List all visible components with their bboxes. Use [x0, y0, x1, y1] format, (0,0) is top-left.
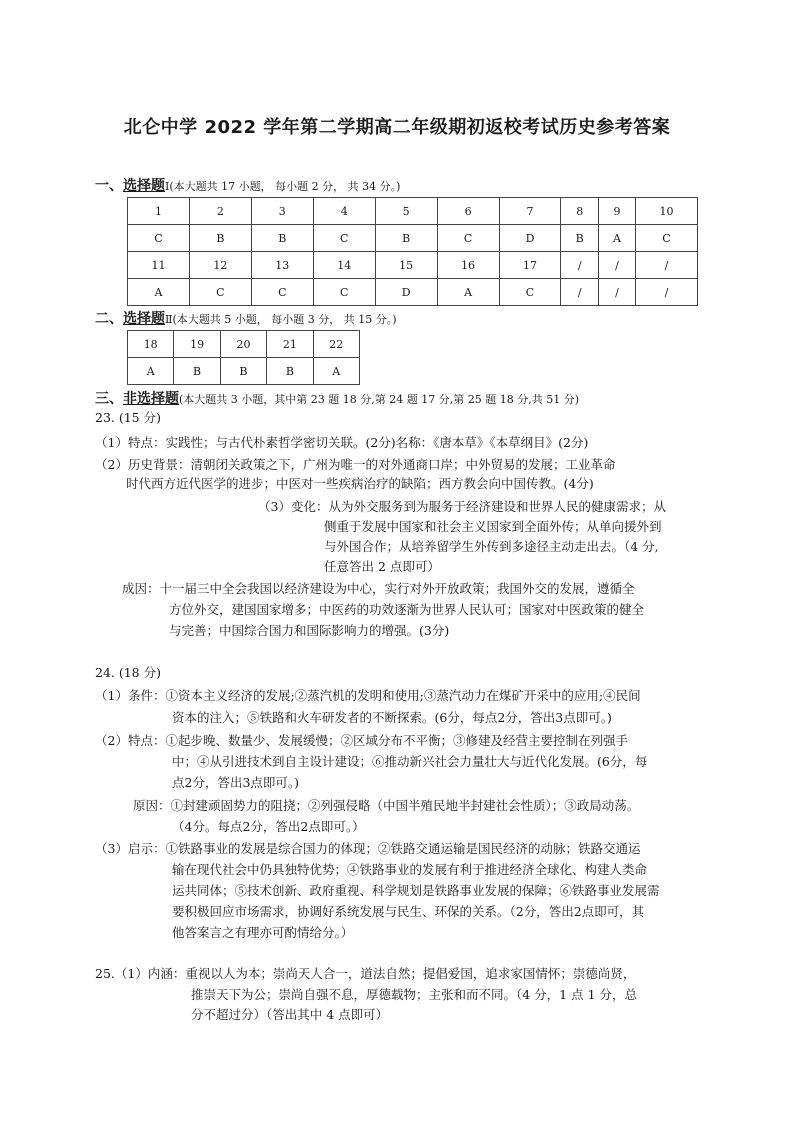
q24-line: （2）特点：①起步晚、数量少、发展缓慢；②区域分布不平衡；③修建及经营主要控制在列强手 — [95, 733, 628, 748]
table-cell: C — [635, 225, 697, 252]
q24-line: 原因：①封建顽固势力的阻挠；②列强侵略（中国半殖民地半封建社会性质）；③政局动荡。 — [133, 798, 640, 813]
section2-heading — [95, 308, 397, 328]
table-cell: 6 — [437, 198, 499, 225]
section2-prefix: 二、 — [95, 311, 123, 327]
table-cell: B — [251, 225, 313, 252]
table-cell: / — [599, 252, 636, 279]
section3-prefix: 三、 — [95, 391, 123, 407]
q24-line: （3）启示：①铁路事业的发展是综合国力的体现；②铁路交通运输是国民经济的动脉；铁路交通运 — [95, 841, 641, 856]
section1-name: 选择题 — [123, 178, 165, 194]
q23-line: 任意答出 2 点即可） — [324, 559, 440, 574]
section2-name: 选择题 — [123, 311, 165, 327]
q23-line: 方位外交，建国国家增多；中医药的功效逐渐为世界人民认可；国家对中医政策的健全 — [169, 602, 645, 617]
table-cell: 19 — [174, 331, 220, 358]
q23-header: 23. (15 分) — [95, 410, 161, 425]
table-cell: C — [128, 225, 190, 252]
q23-line: 侧重于发展中国家和社会主义国家到全面外传；从单向援外到 — [324, 519, 662, 534]
table-row — [128, 198, 698, 225]
table-cell: A — [128, 358, 174, 385]
q23-line: （2）历史背景：清朝闭关政策之下，广州为唯一的对外通商口岸；中外贸易的发展；工业革命 — [95, 457, 616, 472]
table-cell: B — [174, 358, 220, 385]
table-cell: A — [599, 225, 636, 252]
table-cell: 22 — [313, 331, 359, 358]
table-cell: B — [189, 225, 251, 252]
table-cell: 7 — [499, 198, 561, 225]
q23-line: 成因：十一届三中全会我国以经济建设为中心，实行对外开放政策；我国外交的发展，遵循全 — [122, 581, 635, 596]
table-cell: 5 — [375, 198, 437, 225]
q24-header: 24. (18 分) — [95, 665, 161, 680]
table-cell: 4 — [313, 198, 375, 225]
table-cell: A — [437, 279, 499, 306]
q24-line: （1）条件：①资本主义经济的发展;②蒸汽机的发明和使用;③蒸汽动力在煤矿开采中的应用;④民间 — [95, 688, 641, 703]
q25-line: 分不超过分）（答出其中 4 点即可） — [191, 1007, 389, 1022]
table-cell: 16 — [437, 252, 499, 279]
table-cell: B — [375, 225, 437, 252]
table-cell: 3 — [251, 198, 313, 225]
q24-line: 输在现代社会中仍具独特优势；④铁路事业的发展有利于推进经济全球化、构建人类命 — [172, 862, 648, 877]
section3-name: 非选择题 — [123, 391, 179, 407]
table-row — [128, 225, 698, 252]
table-cell: 14 — [313, 252, 375, 279]
table-cell: 8 — [561, 198, 599, 225]
table-cell: 13 — [251, 252, 313, 279]
section3-note: (本大题共 3 小题，其中第 23 题 18 分,第 24 题 17 分,第 25 题 18 分,共 51 分) — [179, 393, 579, 406]
q23-line: （1）特点：实践性；与古代朴素哲学密切关联。(2分)名称：《唐本草》《本草纲目》(2分) — [95, 435, 589, 450]
table-cell: C — [251, 279, 313, 306]
table-cell: / — [599, 279, 636, 306]
table-cell: / — [635, 252, 697, 279]
table-cell: 11 — [128, 252, 190, 279]
table-cell: / — [561, 279, 599, 306]
table-cell: 20 — [220, 331, 266, 358]
table-cell: C — [313, 225, 375, 252]
table-cell: C — [437, 225, 499, 252]
table-row — [128, 331, 360, 358]
table-cell: B — [220, 358, 266, 385]
table-cell: A — [313, 358, 359, 385]
table-row — [128, 252, 698, 279]
table-cell: 12 — [189, 252, 251, 279]
q24-line: 资本的注入；⑤铁路和火车研发者的不断探索。(6分，每点2分，答出3点即可。) — [172, 710, 612, 725]
q23-line: 时代西方近代医学的进步；中医对一些疾病治疗的缺陷；西方教会向中国传教。(4分) — [126, 476, 594, 491]
q23-line: 与外国合作；从培养留学生外传到多途径主动走出去。（4 分, — [324, 539, 659, 554]
table-row — [128, 358, 360, 385]
table-cell: B — [267, 358, 313, 385]
q24-line: 点2分，答出3点即可。) — [172, 775, 300, 790]
q25-line: 25.（1）内涵：重视以人为本；崇尚天人合一，道法自然；提倡爱国，追求家国情怀；崇德尚贤， — [95, 966, 636, 981]
q24-line: （4分。每点2分，答出2点即可。） — [172, 819, 365, 834]
table-cell: B — [561, 225, 599, 252]
table-cell: 1 — [128, 198, 190, 225]
q23-line: 与完善；中国综合国力和国际影响力的增强。(3分) — [169, 623, 450, 638]
section3-heading — [95, 388, 579, 408]
table-cell: 9 — [599, 198, 636, 225]
section1-heading — [95, 175, 400, 195]
q24-line: 要积极回应市场需求，协调好系统发展与民生、环保的关系。（2分，答出2点即可，其 — [172, 904, 645, 919]
table-cell: C — [499, 279, 561, 306]
table-cell: 10 — [635, 198, 697, 225]
table-cell: 18 — [128, 331, 174, 358]
section2-note: Ⅱ(本大题共 5 小题， 每小题 3 分， 共 15 分。) — [165, 313, 397, 326]
table-cell: / — [635, 279, 697, 306]
section1-note: Ⅰ(本大题共 17 小题， 每小题 2 分， 共 34 分。) — [165, 180, 401, 193]
table-cell: D — [375, 279, 437, 306]
q25-line: 推崇天下为公；崇尚自强不息，厚德载物；主张和而不同。（4 分，1 点 1 分，总 — [191, 987, 638, 1002]
table-cell: C — [189, 279, 251, 306]
q24-line: 他答案言之有理亦可酌情给分。） — [172, 925, 354, 940]
table-cell: 2 — [189, 198, 251, 225]
section1-answer-table — [127, 197, 698, 306]
table-cell: 21 — [267, 331, 313, 358]
table-cell: D — [499, 225, 561, 252]
table-cell: / — [561, 252, 599, 279]
q23-line: （3）变化：从为外交服务到为服务于经济建设和世界人民的健康需求；从 — [258, 499, 666, 514]
q24-line: 运共同体；⑤技术创新、政府重视、科学规划是铁路事业发展的保障；⑥铁路事业发展需 — [172, 883, 660, 898]
table-cell: 15 — [375, 252, 437, 279]
table-cell: 17 — [499, 252, 561, 279]
table-row — [128, 279, 698, 306]
table-cell: A — [128, 279, 190, 306]
page-title: 北仑中学 2022 学年第二学期高二年级期初返校考试历史参考答案 — [123, 117, 671, 138]
section1-prefix: 一、 — [95, 178, 123, 194]
q24-line: 中；④从引进技术到自主设计建设；⑥推动新兴社会力量壮大与近代化发展。(6分，每 — [172, 754, 648, 769]
section2-answer-table — [127, 330, 360, 385]
table-cell: C — [313, 279, 375, 306]
